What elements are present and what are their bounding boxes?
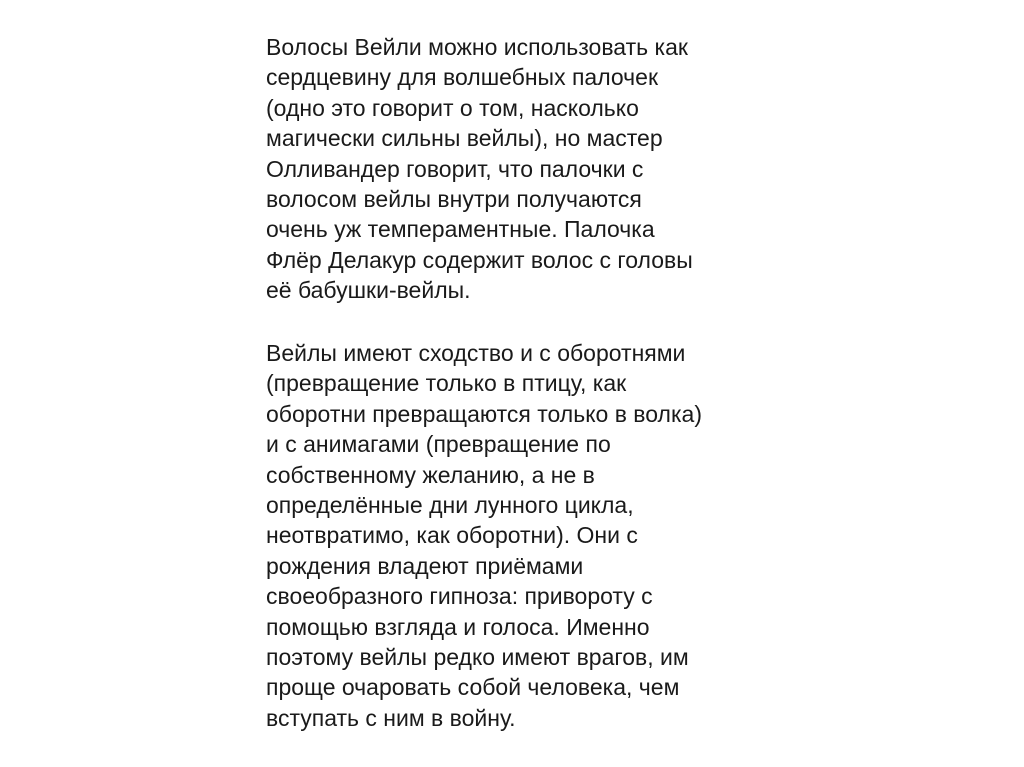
paragraph-wand-cores: [266, 32, 786, 306]
text-line: собственному желанию, а не в: [266, 461, 595, 488]
text-line: Волосы Вейли можно использовать как: [266, 34, 688, 60]
text-line: и с анимагами (превращение по: [266, 431, 611, 458]
text-line: рождения владеют приёмами: [266, 552, 584, 579]
text-line: (превращение только в птицу, как: [266, 370, 627, 397]
text-line: оборотни превращаются только в волка): [266, 400, 702, 427]
text-line: сердцевину для волшебных палочек: [266, 64, 659, 91]
text-line: неотвратимо, как оборотни). Они с: [266, 522, 638, 549]
text-line: проще очаровать собой человека, чем: [266, 674, 680, 701]
text-line: Вейлы имеют сходство и с оборотнями: [266, 340, 686, 366]
text-line: своеобразного гипноза: привороту с: [266, 583, 653, 610]
text-line: магически сильны вейлы), но мастер: [266, 125, 663, 152]
text-line: Олливандер говорит, что палочки с: [266, 155, 644, 182]
text-line: (одно это говорит о том, насколько: [266, 94, 639, 121]
text-line: вступать с ним в войну.: [266, 704, 516, 731]
text-line: волосом вейлы внутри получаются: [266, 186, 642, 213]
text-line: помощью взгляда и голоса. Именно: [266, 613, 650, 640]
paragraph-veela-similarity: [266, 338, 786, 733]
text-line: поэтому вейлы редко имеют врагов, им: [266, 644, 689, 671]
text-line: Флёр Делакур содержит волос с головы: [266, 246, 693, 273]
text-line: очень уж темпераментные. Палочка: [266, 216, 655, 243]
text-line: её бабушки-вейлы.: [266, 277, 471, 304]
text-line: определённые дни лунного цикла,: [266, 492, 634, 519]
